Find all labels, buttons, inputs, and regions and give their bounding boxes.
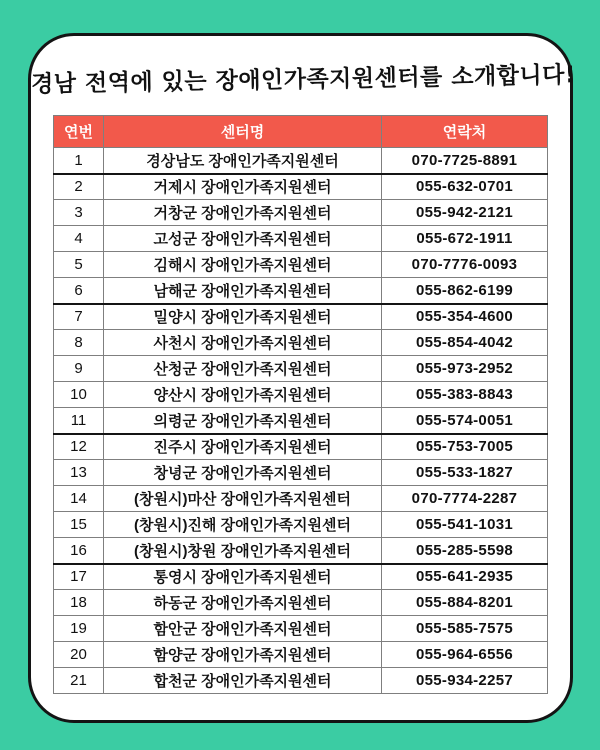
table-row (54, 252, 548, 278)
row-index-cell: 18 (54, 590, 104, 616)
column-header-name: 센터명 (104, 116, 382, 148)
center-name-cell: 합천군 장애인가족지원센터 (104, 668, 382, 694)
contact-number-cell: 055-574-0051 (382, 408, 548, 434)
contact-number-cell: 055-641-2935 (382, 564, 548, 590)
table-row (54, 226, 548, 252)
contact-number-cell: 055-964-6556 (382, 642, 548, 668)
center-name-cell: 김해시 장애인가족지원센터 (104, 252, 382, 278)
row-index-cell: 5 (54, 252, 104, 278)
contact-number-cell: 055-541-1031 (382, 512, 548, 538)
row-index-cell: 9 (54, 356, 104, 382)
center-name-cell: 거제시 장애인가족지원센터 (104, 174, 382, 200)
center-name-cell: 남해군 장애인가족지원센터 (104, 278, 382, 304)
row-index-cell: 15 (54, 512, 104, 538)
centers-table (53, 115, 548, 694)
center-name-cell: (창원시)진해 장애인가족지원센터 (104, 512, 382, 538)
center-name-cell: 의령군 장애인가족지원센터 (104, 408, 382, 434)
row-index-cell: 20 (54, 642, 104, 668)
table-row (54, 382, 548, 408)
row-index-cell: 14 (54, 486, 104, 512)
row-index-cell: 17 (54, 564, 104, 590)
table-row (54, 538, 548, 564)
row-index-cell: 12 (54, 434, 104, 460)
contact-number-cell: 055-884-8201 (382, 590, 548, 616)
center-name-cell: 창녕군 장애인가족지원센터 (104, 460, 382, 486)
table-row (54, 434, 548, 460)
row-index-cell: 4 (54, 226, 104, 252)
row-index-cell: 6 (54, 278, 104, 304)
center-name-cell: 고성군 장애인가족지원센터 (104, 226, 382, 252)
row-index-cell: 7 (54, 304, 104, 330)
table-row (54, 512, 548, 538)
contact-number-cell: 055-354-4600 (382, 304, 548, 330)
center-name-cell: 함양군 장애인가족지원센터 (104, 642, 382, 668)
center-name-cell: 하동군 장애인가족지원센터 (104, 590, 382, 616)
table-row (54, 486, 548, 512)
column-header-index: 연번 (54, 116, 104, 148)
table-header-row (54, 116, 548, 148)
table-row (54, 278, 548, 304)
row-index-cell: 11 (54, 408, 104, 434)
contact-number-cell: 070-7725-8891 (382, 148, 548, 174)
center-name-cell: 사천시 장애인가족지원센터 (104, 330, 382, 356)
table-row (54, 642, 548, 668)
contact-number-cell: 055-672-1911 (382, 226, 548, 252)
center-name-cell: 경상남도 장애인가족지원센터 (104, 148, 382, 174)
contact-number-cell: 055-533-1827 (382, 460, 548, 486)
row-index-cell: 10 (54, 382, 104, 408)
table-row (54, 590, 548, 616)
center-name-cell: 진주시 장애인가족지원센터 (104, 434, 382, 460)
row-index-cell: 2 (54, 174, 104, 200)
row-index-cell: 1 (54, 148, 104, 174)
contact-number-cell: 055-862-6199 (382, 278, 548, 304)
row-index-cell: 21 (54, 668, 104, 694)
contact-number-cell: 070-7776-0093 (382, 252, 548, 278)
table-row (54, 148, 548, 174)
center-name-cell: 통영시 장애인가족지원센터 (104, 564, 382, 590)
info-card (28, 33, 577, 723)
center-name-cell: (창원시)마산 장애인가족지원센터 (104, 486, 382, 512)
center-name-cell: 양산시 장애인가족지원센터 (104, 382, 382, 408)
center-name-cell: (창원시)창원 장애인가족지원센터 (104, 538, 382, 564)
center-name-cell: 함안군 장애인가족지원센터 (104, 616, 382, 642)
center-name-cell: 산청군 장애인가족지원센터 (104, 356, 382, 382)
table-row (54, 408, 548, 434)
contact-number-cell: 055-383-8843 (382, 382, 548, 408)
contact-number-cell: 055-285-5598 (382, 538, 548, 564)
page-title: 경남 전역에 있는 장애인가족지원센터를 소개합니다! (30, 62, 577, 98)
table-row (54, 174, 548, 200)
contact-number-cell: 055-753-7005 (382, 434, 548, 460)
table-row (54, 304, 548, 330)
table-row (54, 564, 548, 590)
row-index-cell: 19 (54, 616, 104, 642)
contact-number-cell: 055-632-0701 (382, 174, 548, 200)
column-header-contact: 연락처 (382, 116, 548, 148)
row-index-cell: 8 (54, 330, 104, 356)
table-row (54, 460, 548, 486)
table-row (54, 200, 548, 226)
center-name-cell: 거창군 장애인가족지원센터 (104, 200, 382, 226)
table-body (54, 148, 548, 694)
table-row (54, 616, 548, 642)
row-index-cell: 3 (54, 200, 104, 226)
contact-number-cell: 055-854-4042 (382, 330, 548, 356)
contact-number-cell: 055-934-2257 (382, 668, 548, 694)
table-row (54, 668, 548, 694)
center-name-cell: 밀양시 장애인가족지원센터 (104, 304, 382, 330)
contact-number-cell: 070-7774-2287 (382, 486, 548, 512)
table-row (54, 356, 548, 382)
contact-number-cell: 055-973-2952 (382, 356, 548, 382)
contact-number-cell: 055-585-7575 (382, 616, 548, 642)
row-index-cell: 16 (54, 538, 104, 564)
table-row (54, 330, 548, 356)
row-index-cell: 13 (54, 460, 104, 486)
contact-number-cell: 055-942-2121 (382, 200, 548, 226)
